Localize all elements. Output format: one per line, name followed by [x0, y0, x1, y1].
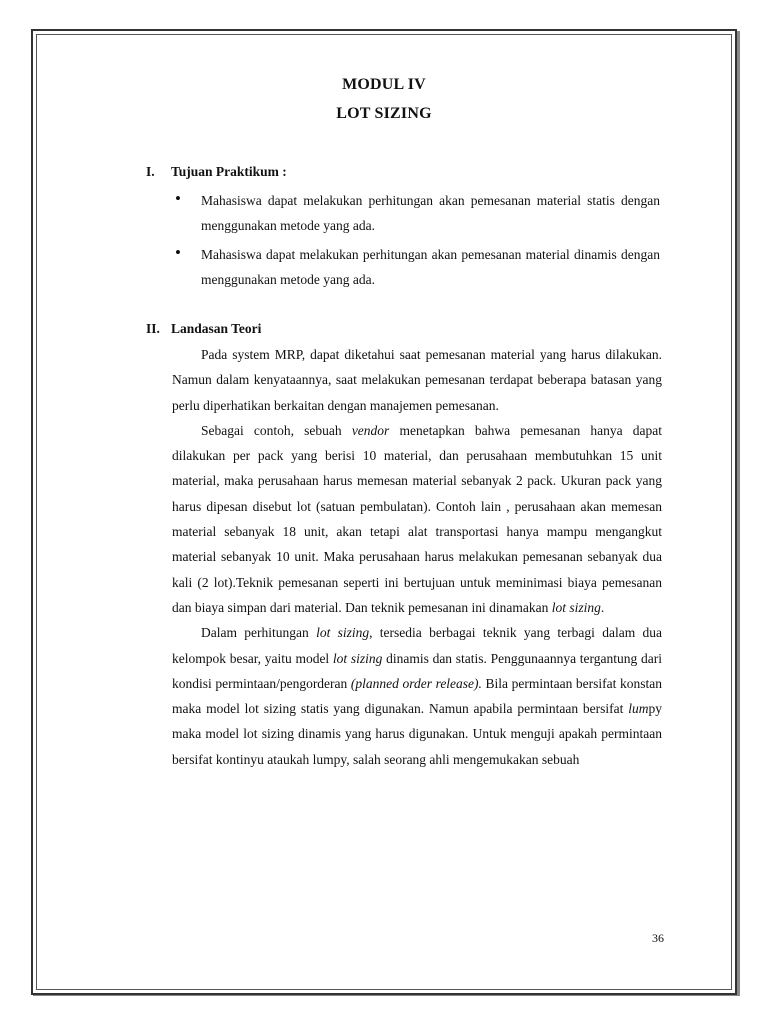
paragraph: Pada system MRP, dapat diketahui saat pemesanan material yang harus dilakukan. Namun dalam kenyataannya, saat melakukan pemesanan terdapat beberapa batasan yang perlu diperhatikan berkaitan dengan manajemen pemesanan.	[172, 347, 662, 413]
module-subtitle: LOT SIZING	[336, 105, 432, 122]
page-number: 36	[652, 931, 664, 945]
italic-run: lot sizing	[551, 599, 601, 615]
list-item	[172, 188, 660, 238]
italic-run: lum	[628, 701, 649, 717]
page-border-shadow-right	[737, 31, 740, 996]
body-text	[172, 342, 662, 772]
text-run: py maka model lot sizing dinamis yang harus digunakan. Untuk menguji apakah permintaan bersifat kontinyu ataukah lumpy, salah seorang ahli mengemukakan sebuah	[172, 701, 662, 767]
text-run: Bila permintaan bersifat konstan maka model lot sizing statis yang digunakan. Namun apabila permintaan bersifat	[172, 675, 662, 717]
section-number: II.	[146, 321, 160, 336]
italic-run: vendor	[351, 422, 390, 438]
paragraph	[172, 418, 662, 620]
bullet-text: Mahasiswa dapat melakukan perhitungan akan pemesanan material dinamis dengan menggunakan metode yang ada.	[201, 247, 660, 287]
text-run: menetapkan bahwa pemesanan hanya dapat dilakukan per pack yang berisi 10 material, dan perusahaan membutuhkan 15 unit material, maka perusahaan harus memesan material sebanyak 2 pack. Ukuran pack yang harus dipesan disebut lot (satuan pembulatan). Contoh lain , perusahaan akan memesan material sebanyak 18 unit, akan tetapi alat transportasi hanya mampu mengangkut material sebanyak 10 unit. Maka perusahaan harus melakukan pemesanan sebanyak dua kali (2 lot).Teknik pemesanan seperti ini bertujuan untuk meminimasi biaya pemesanan dan biaya simpan dari material. Dan teknik pemesanan ini dinamakan	[172, 422, 662, 615]
module-title: MODUL IV	[342, 76, 426, 93]
section-number: I.	[146, 164, 155, 179]
text-run: Dalam perhitungan	[201, 625, 317, 641]
text-run: .	[600, 599, 605, 615]
text-run: dinamis dan statis. Penggunaannya tergantung dari kondisi permintaan/pengorderan	[172, 650, 662, 691]
text-run: Sebagai contoh, sebuah	[201, 422, 352, 438]
bullet-text: Mahasiswa dapat melakukan perhitungan akan pemesanan material statis dengan menggunakan metode yang ada.	[201, 193, 660, 233]
text-run: , tersedia berbagai teknik yang terbagi dalam dua kelompok besar, yaitu model	[172, 625, 662, 666]
section-heading-tujuan	[146, 164, 287, 180]
italic-run: lot sizing	[332, 650, 383, 666]
section-heading-landasan	[146, 321, 261, 337]
list-item	[172, 242, 660, 292]
bullet-icon: •	[175, 243, 181, 262]
italic-run: lot sizing	[316, 625, 370, 641]
bullet-icon: •	[175, 189, 181, 208]
section-title: Tujuan Praktikum :	[171, 164, 287, 179]
section-title: Landasan Teori	[171, 321, 262, 336]
italic-run: (planned order release).	[350, 675, 482, 691]
paragraph	[172, 620, 662, 772]
